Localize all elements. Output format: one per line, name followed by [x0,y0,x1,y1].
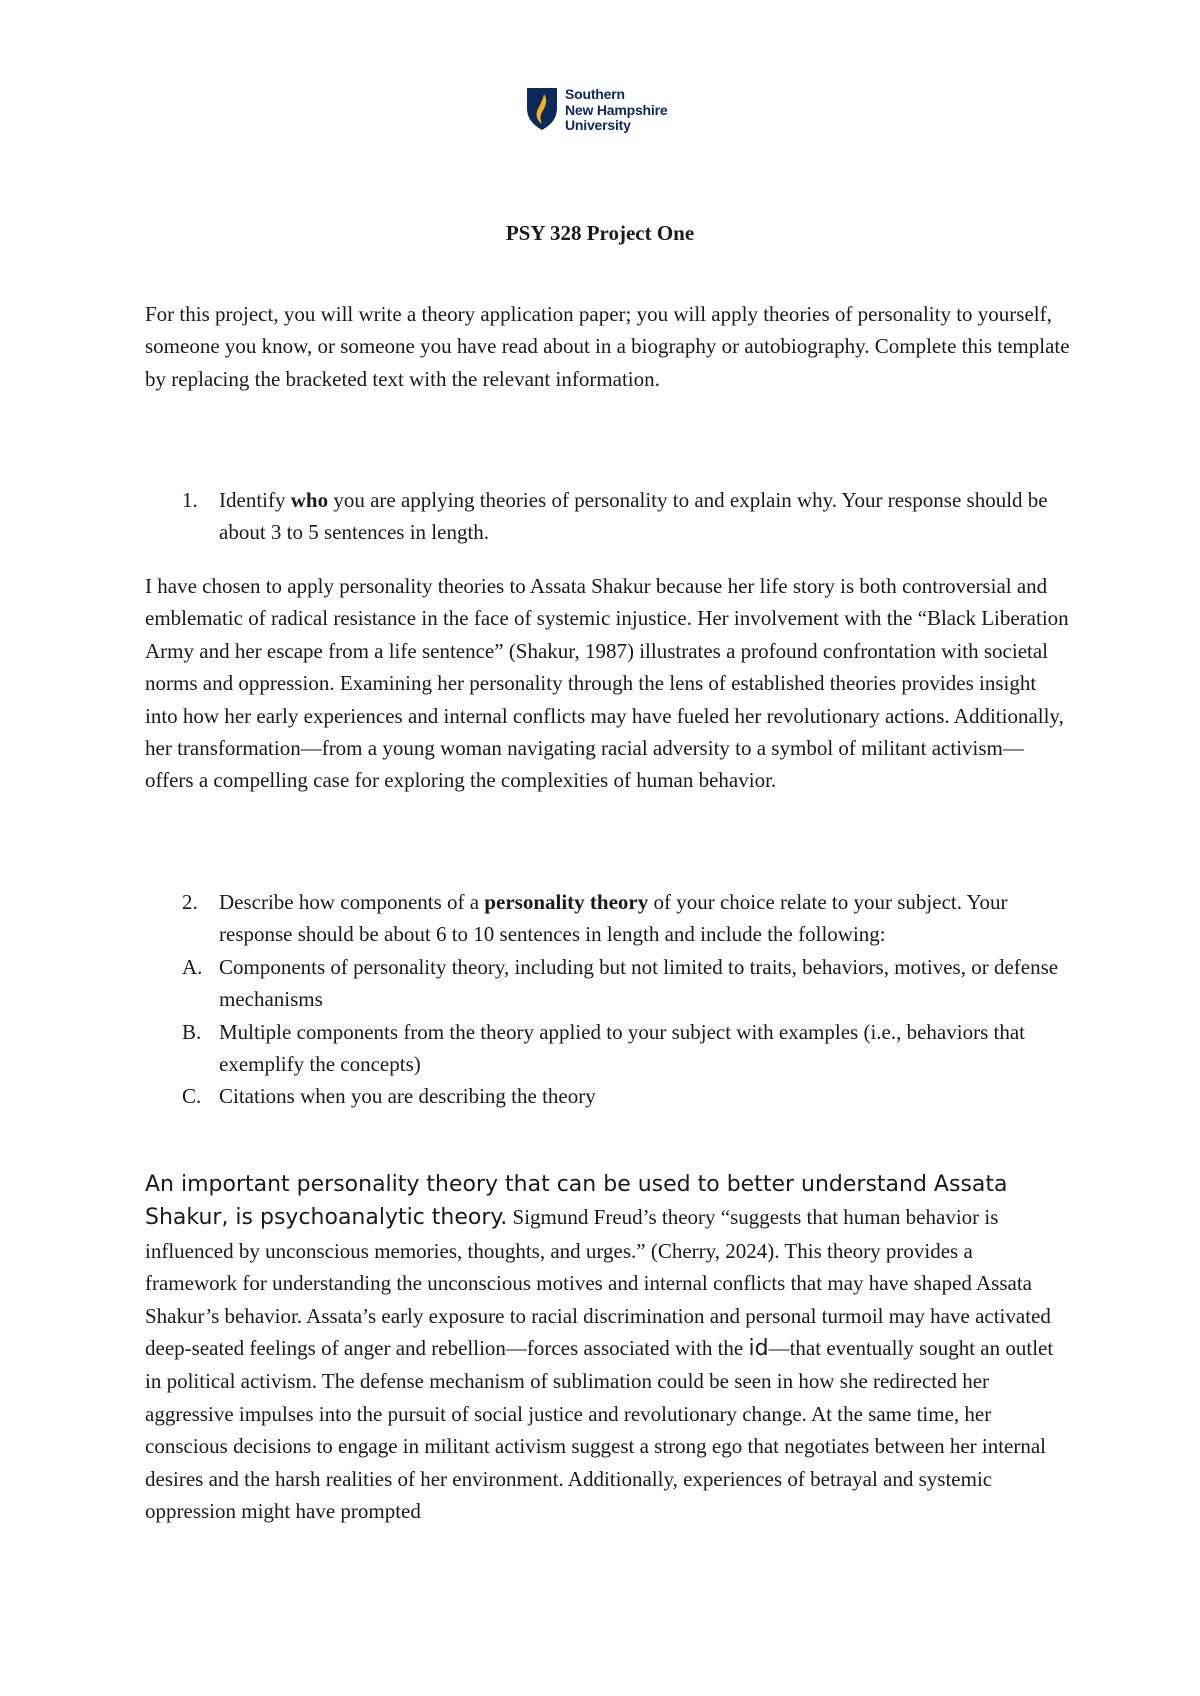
question-1-text-bold: who [290,488,329,512]
answer-2-paragraph [145,1168,1070,1527]
question-1 [145,484,1070,549]
subitem-a-marker: A. [182,954,203,979]
intro-paragraph: For this project, you will write a theory application paper; you will apply theories of personality to yourself, someone you know, or someone you have read about in a biography or autobiography. Complete this template by replacing the bracketed text with the relevant information. [145,302,1070,391]
logo-line-2: New Hampshire [565,101,668,118]
question-2-subitem-c [145,1080,1070,1112]
question-2-number: 2. [182,890,198,914]
answer-1-paragraph: I have chosen to apply personality theories to Assata Shakur because her life story is both controversial and emblematic of radical resistance in the face of systemic injustice. Her involvement with the “Black Liberation Army and her escape from a life sentence” (Shakur, 1987) illustrates a profound confrontation with societal norms and oppression. Examining her personality through the lens of established theories provides insight into how her early experiences and internal conflicts may have fueled her revolutionary actions. Additionally, her transformation—from a young woman navigating racial adversity to a symbol of militant activism—offers a compelling case for exploring the complexities of human behavior. [145,574,1069,793]
subitem-c-marker: C. [182,1084,202,1109]
answer-2-part-2: —that eventually sought an outlet in political activism. The defense mechanism of sublimation could be seen in how she redirected her aggressive impulses into the pursuit of social justice and revolutionary change. At the same time, her conscious decisions to engage in militant activism suggest a strong ego that negotiates between her internal desires and the harsh realities of her environment. Additionally, experiences of betrayal and systemic oppression might have prompted [145,1336,1054,1524]
university-logo [525,86,705,138]
question-1-item [145,484,1070,549]
subitem-b-text: Multiple components from the theory applied to your subject with examples (i.e., behaviors that exemplify the concepts) [219,1019,1025,1077]
answer-2-term-id: id [748,1336,769,1362]
question-2-text-after: of your choice relate to your subject. Your response should be about 6 to 10 sentences in length and include the following: [219,890,1008,947]
subitem-c-text: Citations when you are describing the theory [219,1084,596,1109]
shield-flame-icon [525,86,559,132]
answer-2-part-1: Sigmund Freud’s theory “suggests that human behavior is influenced by unconscious memories, thoughts, and urges.” (Cherry, 2024). This theory provides a framework for understanding the unconscious motives and internal conflicts that may have shaped Assata Shakur’s behavior. Assata’s early exposure to racial discrimination and personal turmoil may have activated deep-seated feelings of anger and rebellion—forces associated with the [145,1205,1051,1361]
answer-2-lead: An important personality theory that can be used to better understand Assata Shakur, is psychoanalytic theory. [145,1172,1008,1231]
question-2-subitem-a [145,951,1070,1016]
question-2-subitem-b [145,1016,1070,1081]
subitem-a-text: Components of personality theory, including but not limited to traits, behaviors, motives, or defense mechanisms [219,954,1059,1012]
logo-wordmark [565,87,667,134]
question-1-text-after: you are applying theories of personality to and explain why. Your response should be about 3 to 5 sentences in length. [219,488,1048,545]
logo-line-3: University [565,117,631,133]
question-1-number: 1. [182,488,198,512]
subitem-b-marker: B. [182,1019,202,1044]
question-1-text-before: Identify [219,488,291,512]
question-2-text-bold: personality theory [484,890,649,914]
document-title: PSY 328 Project One [505,221,695,245]
question-2-item [145,886,1070,951]
question-2 [145,886,1070,1113]
question-2-text-before: Describe how components of a [219,890,485,914]
logo-line-1: Southern [565,86,625,102]
